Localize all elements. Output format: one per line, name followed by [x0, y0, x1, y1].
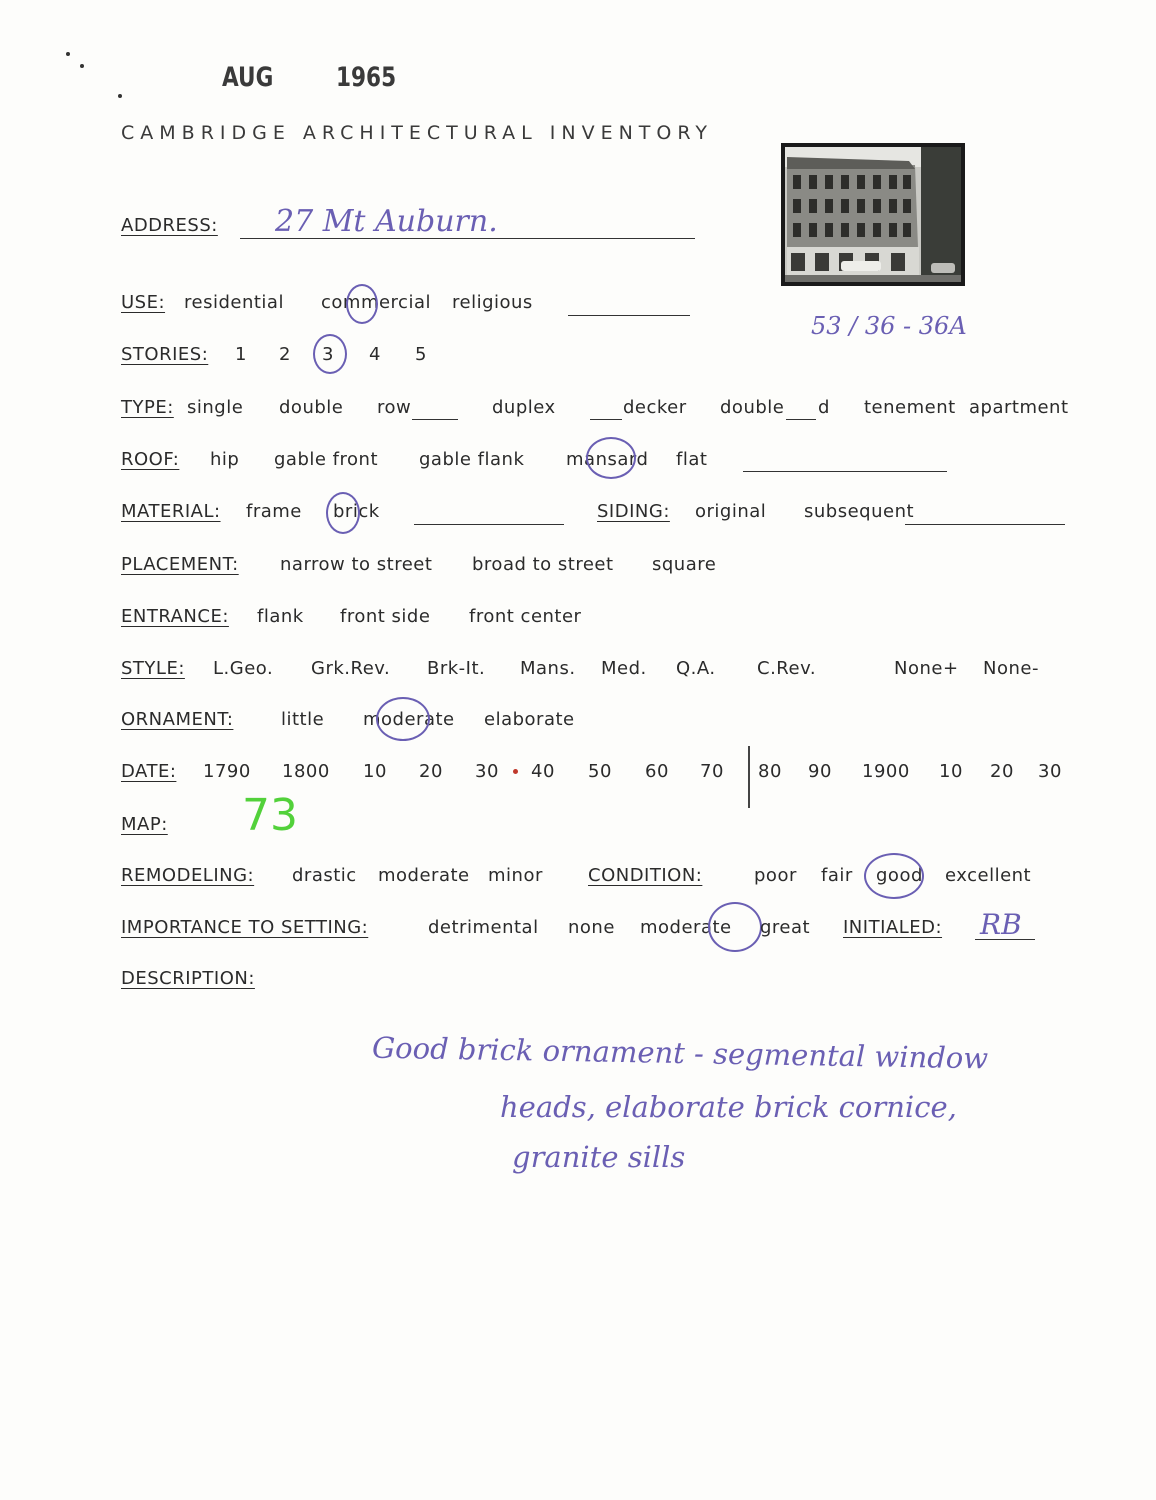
map-label: MAP: [121, 814, 168, 835]
remodeling-label: REMODELING: [121, 865, 255, 886]
style-option-none-minus: None- [983, 658, 1039, 679]
date-option-1790: 1790 [203, 761, 251, 782]
form-header: CAMBRIDGE ARCHITECTURAL INVENTORY [121, 122, 713, 144]
date-option-1900: 1900 [862, 761, 910, 782]
date-option-90: 90 [808, 761, 832, 782]
use-other-line [568, 315, 690, 316]
ornament-option-elaborate: elaborate [484, 709, 575, 730]
date-option-1930: 30 [1038, 761, 1062, 782]
importance-option-great: great [760, 917, 811, 938]
date-option-80: 80 [758, 761, 782, 782]
placement-option-square: square [652, 554, 717, 575]
style-option-lgeo: L.Geo. [213, 658, 274, 679]
initialed-value: RB [980, 908, 1022, 941]
entrance-label: ENTRANCE: [121, 606, 229, 627]
style-option-brkit: Brk-It. [427, 658, 486, 679]
use-option-residential: residential [184, 292, 284, 313]
scan-speck [66, 52, 70, 56]
material-other-line [414, 524, 564, 525]
type-double-d-line [786, 419, 816, 420]
condition-option-fair: fair [821, 865, 853, 886]
remodeling-option-minor: minor [488, 865, 543, 886]
roof-selection-circle [586, 437, 636, 479]
roof-option-flat: flat [676, 449, 708, 470]
style-option-med: Med. [601, 658, 647, 679]
importance-label: IMPORTANCE TO SETTING: [121, 917, 369, 938]
importance-selection-circle [708, 902, 762, 952]
siding-option-original: original [695, 501, 767, 522]
type-option-duplex: duplex [492, 397, 556, 418]
address-value: 27 Mt Auburn. [275, 204, 498, 239]
type-row-line [412, 419, 458, 420]
type-option-d: d [818, 397, 830, 418]
date-option-50: 50 [588, 761, 612, 782]
date-hand-mark [748, 746, 750, 808]
stories-selection-circle [313, 334, 347, 374]
type-decker-line [590, 419, 622, 420]
placement-option-narrow: narrow to street [280, 554, 433, 575]
building-photo [781, 143, 965, 286]
type-option-double: double [279, 397, 344, 418]
type-option-tenement: tenement [864, 397, 956, 418]
stories-option-1: 1 [235, 344, 247, 365]
stamp-year: 1965 [336, 62, 397, 93]
material-option-frame: frame [246, 501, 302, 522]
date-option-70: 70 [700, 761, 724, 782]
address-label: ADDRESS: [121, 215, 218, 236]
use-option-religious: religious [452, 292, 533, 313]
entrance-option-front-side: front side [340, 606, 431, 627]
date-option-60: 60 [645, 761, 669, 782]
condition-option-poor: poor [754, 865, 797, 886]
stories-option-5: 5 [415, 344, 427, 365]
initialed-label: INITIALED: [843, 917, 943, 938]
roof-other-line [743, 471, 947, 472]
ornament-option-little: little [281, 709, 325, 730]
style-option-none-plus: None+ [894, 658, 959, 679]
roof-option-hip: hip [210, 449, 240, 470]
initialed-line [975, 939, 1035, 940]
date-option-1910: 10 [939, 761, 963, 782]
roof-option-gable-flank: gable flank [419, 449, 525, 470]
style-option-mans: Mans. [520, 658, 576, 679]
date-mark-dot [513, 769, 518, 774]
condition-label: CONDITION: [588, 865, 703, 886]
description-line-3: granite sills [512, 1140, 686, 1174]
type-option-double-d: double [720, 397, 785, 418]
date-option-10: 10 [363, 761, 387, 782]
use-option-commercial: commercial [321, 292, 431, 313]
use-selection-circle [346, 284, 378, 324]
date-option-40: 40 [531, 761, 555, 782]
importance-option-detrimental: detrimental [428, 917, 539, 938]
type-label: TYPE: [121, 397, 174, 418]
remodeling-option-drastic: drastic [292, 865, 357, 886]
stamp-month: AUG [222, 62, 274, 93]
scan-speck [80, 64, 84, 68]
siding-label: SIDING: [597, 501, 670, 522]
siding-other-line [905, 524, 1065, 525]
condition-option-good: good [876, 865, 923, 886]
stories-label: STORIES: [121, 344, 209, 365]
roof-option-gable-front: gable front [274, 449, 378, 470]
style-label: STYLE: [121, 658, 185, 679]
style-option-qa: Q.A. [676, 658, 716, 679]
ornament-option-moderate: moderate [363, 709, 455, 730]
importance-option-none: none [568, 917, 615, 938]
placement-label: PLACEMENT: [121, 554, 239, 575]
roof-option-mansard: mansard [566, 449, 649, 470]
style-option-crev: C.Rev. [757, 658, 817, 679]
stories-option-3: 3 [322, 344, 334, 365]
date-option-1800: 1800 [282, 761, 330, 782]
description-label: DESCRIPTION: [121, 968, 255, 989]
stories-option-4: 4 [369, 344, 381, 365]
type-option-apartment: apartment [969, 397, 1069, 418]
ornament-label: ORNAMENT: [121, 709, 234, 730]
description-line-1: Good brick ornament - segmental window [371, 1030, 989, 1076]
material-label: MATERIAL: [121, 501, 221, 522]
entrance-option-front-center: front center [469, 606, 582, 627]
photo-reference-number: 53 / 36 - 36A [811, 312, 967, 340]
scan-speck [118, 94, 122, 98]
style-option-grkrev: Grk.Rev. [311, 658, 391, 679]
date-option-20: 20 [419, 761, 443, 782]
material-option-brick: brick [333, 501, 380, 522]
date-option-30: 30 [475, 761, 499, 782]
condition-selection-circle [864, 853, 924, 899]
type-option-single: single [187, 397, 244, 418]
importance-option-moderate: moderate [640, 917, 732, 938]
date-label: DATE: [121, 761, 177, 782]
date-option-1920: 20 [990, 761, 1014, 782]
condition-option-excellent: excellent [945, 865, 1032, 886]
roof-label: ROOF: [121, 449, 180, 470]
stories-option-2: 2 [279, 344, 291, 365]
material-selection-circle [326, 492, 360, 534]
type-option-decker: decker [623, 397, 687, 418]
type-option-row: row [377, 397, 412, 418]
use-label: USE: [121, 292, 166, 313]
description-line-2: heads, elaborate brick cornice, [500, 1090, 957, 1124]
map-number: 73 [242, 790, 298, 841]
siding-option-subsequent: subsequent [804, 501, 915, 522]
placement-option-broad: broad to street [472, 554, 614, 575]
ornament-selection-circle [376, 697, 430, 741]
remodeling-option-moderate: moderate [378, 865, 470, 886]
entrance-option-flank: flank [257, 606, 304, 627]
